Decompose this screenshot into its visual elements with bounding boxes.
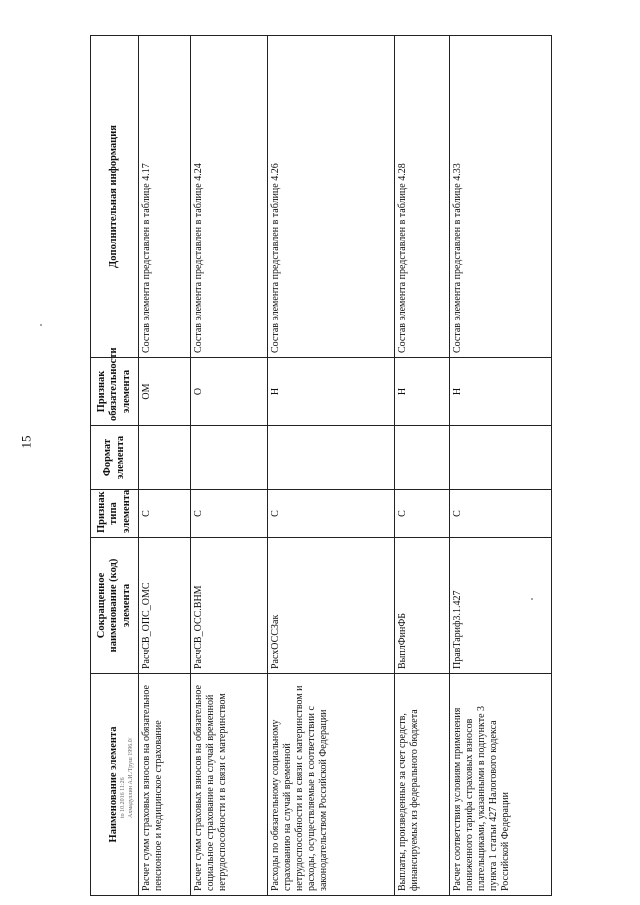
cell-element-name: Расчет сумм страховых взносов на обязательное пенсионное и медицинское страхование (139, 674, 191, 896)
cell-additional-info: Состав элемента представлен в таблице 4.26 (268, 36, 395, 358)
table-row (268, 36, 395, 896)
cell-element-required: Н (395, 358, 450, 426)
table-row (190, 36, 267, 896)
cell-element-code: РасчСВ_ОСС.ВНМ (190, 538, 267, 674)
cell-element-code: РасчСВ_ОПС_ОМС (139, 538, 191, 674)
header-element-type: Признак типа элемента (91, 490, 139, 538)
rotated-table-frame (90, 36, 552, 896)
header-element-required: Признак обязательности элемента (91, 358, 139, 426)
header-element-code: Сокращенное наименование (код) элемента (91, 538, 139, 674)
margin-note-line: to 10.2016 11:26 (120, 777, 126, 818)
margin-stamp-note (120, 738, 136, 818)
cell-additional-info: Состав элемента представлен в таблице 4.28 (395, 36, 450, 358)
cell-element-type: С (190, 490, 267, 538)
cell-element-type: С (139, 490, 191, 538)
cell-element-required: Н (268, 358, 395, 426)
header-element-name: Наименование элемента (91, 674, 139, 896)
cell-element-name: Расчет сумм страховых взносов на обязательное социальное страхование на случай временной нетрудоспособности и в связи с материнством (190, 674, 267, 896)
table-rotation-wrapper (90, 36, 552, 896)
cell-element-required: ОМ (139, 358, 191, 426)
cell-element-name: Расходы по обязательному социальному страхованию на случай временной нетрудоспособности и в связи с материнством и расходы, осуществляемые в соответствии с законодательством Российской Федерации (268, 674, 395, 896)
table-row (139, 36, 191, 896)
cell-element-type: С (395, 490, 450, 538)
cell-additional-info: Состав элемента представлен в таблице 4.17 (139, 36, 191, 358)
scan-speck (40, 324, 42, 326)
cell-element-type: С (268, 490, 395, 538)
cell-element-name: Расчет соответствия условиям применения пониженного тарифа страховых взносов плательщиками, указанными в подпункте 3 пункта 1 статьи 427 Налогового кодекса Российской Федерации (450, 674, 552, 896)
cell-additional-info: Состав элемента представлен в таблице 4.24 (190, 36, 267, 358)
page-number: 15 (18, 435, 34, 449)
cell-element-required: О (190, 358, 267, 426)
cell-element-type: С (450, 490, 552, 538)
cell-element-format (450, 426, 552, 490)
cell-element-format (139, 426, 191, 490)
table-row (395, 36, 450, 896)
header-element-format: Формат элемента (91, 426, 139, 490)
header-additional-info: Дополнительная информация (91, 36, 139, 358)
cell-element-code: РасхОССЗак (268, 538, 395, 674)
cell-element-code: ПравТариф3.1.427 (450, 538, 552, 674)
cell-element-format (190, 426, 267, 490)
cell-element-name: Выплаты, произведенные за счет средств, финансируемых из федерального бюджета (395, 674, 450, 896)
cell-element-code: ВыплФинФБ (395, 538, 450, 674)
cell-element-required: Н (450, 358, 552, 426)
table-row (450, 36, 552, 896)
cell-element-format (268, 426, 395, 490)
cell-additional-info: Состав элемента представлен в таблице 4.33 (450, 36, 552, 358)
margin-note-line: Ахмадуллин А.И./Труш 1996.0/ (127, 737, 134, 818)
elements-table (90, 35, 552, 896)
cell-element-format (395, 426, 450, 490)
